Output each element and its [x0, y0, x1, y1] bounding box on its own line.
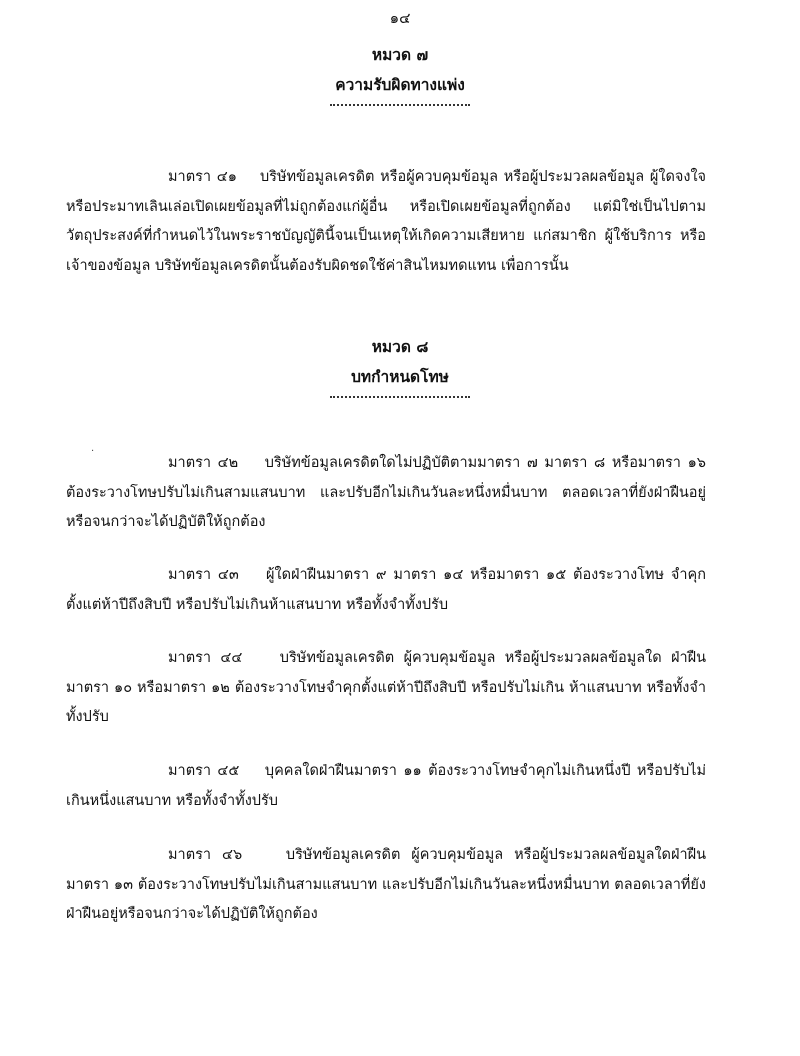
- section-text: ผู้ใดฝ่าฝืนมาตรา ๙ มาตรา ๑๔ หรือมาตรา ๑๕ ต้องระวางโทษ จำคุกตั้งแต่ห้าปีถึงสิบปี หรือปรับไม่เกินห้าแสนบาท หรือทั้งจำทั้งปรับ: [66, 567, 707, 613]
- section-label: มาตรา ๔๔: [168, 650, 243, 666]
- section-text: บุคคลใดฝ่าฝืนมาตรา ๑๑ ต้องระวางโทษจำคุกไม่เกินหนึ่งปี หรือปรับไม่เกินหนึ่งแสนบาท หรือทั้งจำทั้งปรับ: [66, 763, 707, 809]
- section-text: บริษัทข้อมูลเครดิต หรือผู้ควบคุมข้อมูล หรือผู้ประมวลผลข้อมูล ผู้ใดจงใจหรือประมาทเลินเล่อเปิดเผยข้อมูลที่ไม่ถูกต้องแก่ผู้อื่น หรือเปิดเผยข้อมูลที่ถูกต้อง แต่มิใช่เป็นไปตามวัตถุประสงค์ที่กำหนดไว้ในพระราชบัญญัตินี้จนเป็นเหตุให้เกิดความเสียหาย แก่สมาชิก ผู้ใช้บริการ หรือเจ้าของข้อมูล บริษัทข้อมูลเครดิตนั้นต้องรับผิดชดใช้ค่าสินไหมทดแทน เพื่อการนั้น: [66, 169, 707, 274]
- section-paragraph: [66, 449, 706, 538]
- section-label: มาตรา ๔๖: [168, 847, 243, 863]
- scan-speck: ·: [91, 446, 95, 457]
- section-text: บริษัทข้อมูลเครดิต ผู้ควบคุมข้อมูล หรือผู้ประมวลผลข้อมูลใดฝ่าฝืน มาตรา ๑๓ ต้องระวางโทษปรับไม่เกินสามแสนบาท และปรับอีกไม่เกินวันละหนึ่งหมื่นบาท ตลอดเวลาที่ยังฝ่าฝืนอยู่หรือจนกว่าจะได้ปฏิบัติให้ถูกต้อง: [66, 847, 707, 922]
- section-paragraph: [66, 757, 706, 816]
- section-text: บริษัทข้อมูลเครดิตใดไม่ปฏิบัติตามมาตรา ๗ มาตรา ๘ หรือมาตรา ๑๖ ต้องระวางโทษปรับไม่เกินสามแสนบาท และปรับอีกไม่เกินวันละหนึ่งหมื่นบาท ตลอดเวลาที่ยังฝ่าฝืนอยู่หรือจนกว่าจะได้ปฏิบัติให้ถูกต้อง: [66, 455, 706, 530]
- section-42: [66, 449, 706, 538]
- chapter-title: ความรับผิดทางแพ่ง: [335, 76, 465, 94]
- chapter-title: บทกำหนดโทษ: [351, 368, 449, 386]
- section-44: [66, 644, 706, 733]
- section-label: มาตรา ๔๓: [168, 567, 239, 583]
- page-number: ๑๔: [389, 9, 411, 27]
- section-text: บริษัทข้อมูลเครดิต ผู้ควบคุมข้อมูล หรือผู้ประมวลผลข้อมูลใด ฝ่าฝืนมาตรา ๑๐ หรือมาตรา ๑๒ ต้องระวางโทษจำคุกตั้งแต่ห้าปีถึงสิบปี หรือปรับไม่เกิน ห้าแสนบาท หรือทั้งจำทั้งปรับ: [66, 650, 707, 725]
- section-paragraph: [66, 561, 706, 620]
- section-paragraph: [66, 163, 706, 281]
- section-paragraph: [66, 841, 706, 930]
- chapter-divider: [330, 396, 470, 398]
- section-label: มาตรา ๔๕: [168, 763, 240, 779]
- section-45: [66, 757, 706, 816]
- chapter-7-heading: [0, 40, 800, 106]
- chapter-8-heading: [0, 332, 800, 398]
- chapter-number: หมวด ๗: [371, 46, 429, 64]
- chapter-number: หมวด ๘: [371, 338, 429, 356]
- section-41: [66, 163, 706, 281]
- section-label: มาตรา ๔๒: [168, 455, 239, 471]
- section-46: [66, 841, 706, 930]
- section-43: [66, 561, 706, 620]
- section-label: มาตรา ๔๑: [168, 169, 237, 185]
- chapter-divider: [330, 104, 470, 106]
- section-paragraph: [66, 644, 706, 733]
